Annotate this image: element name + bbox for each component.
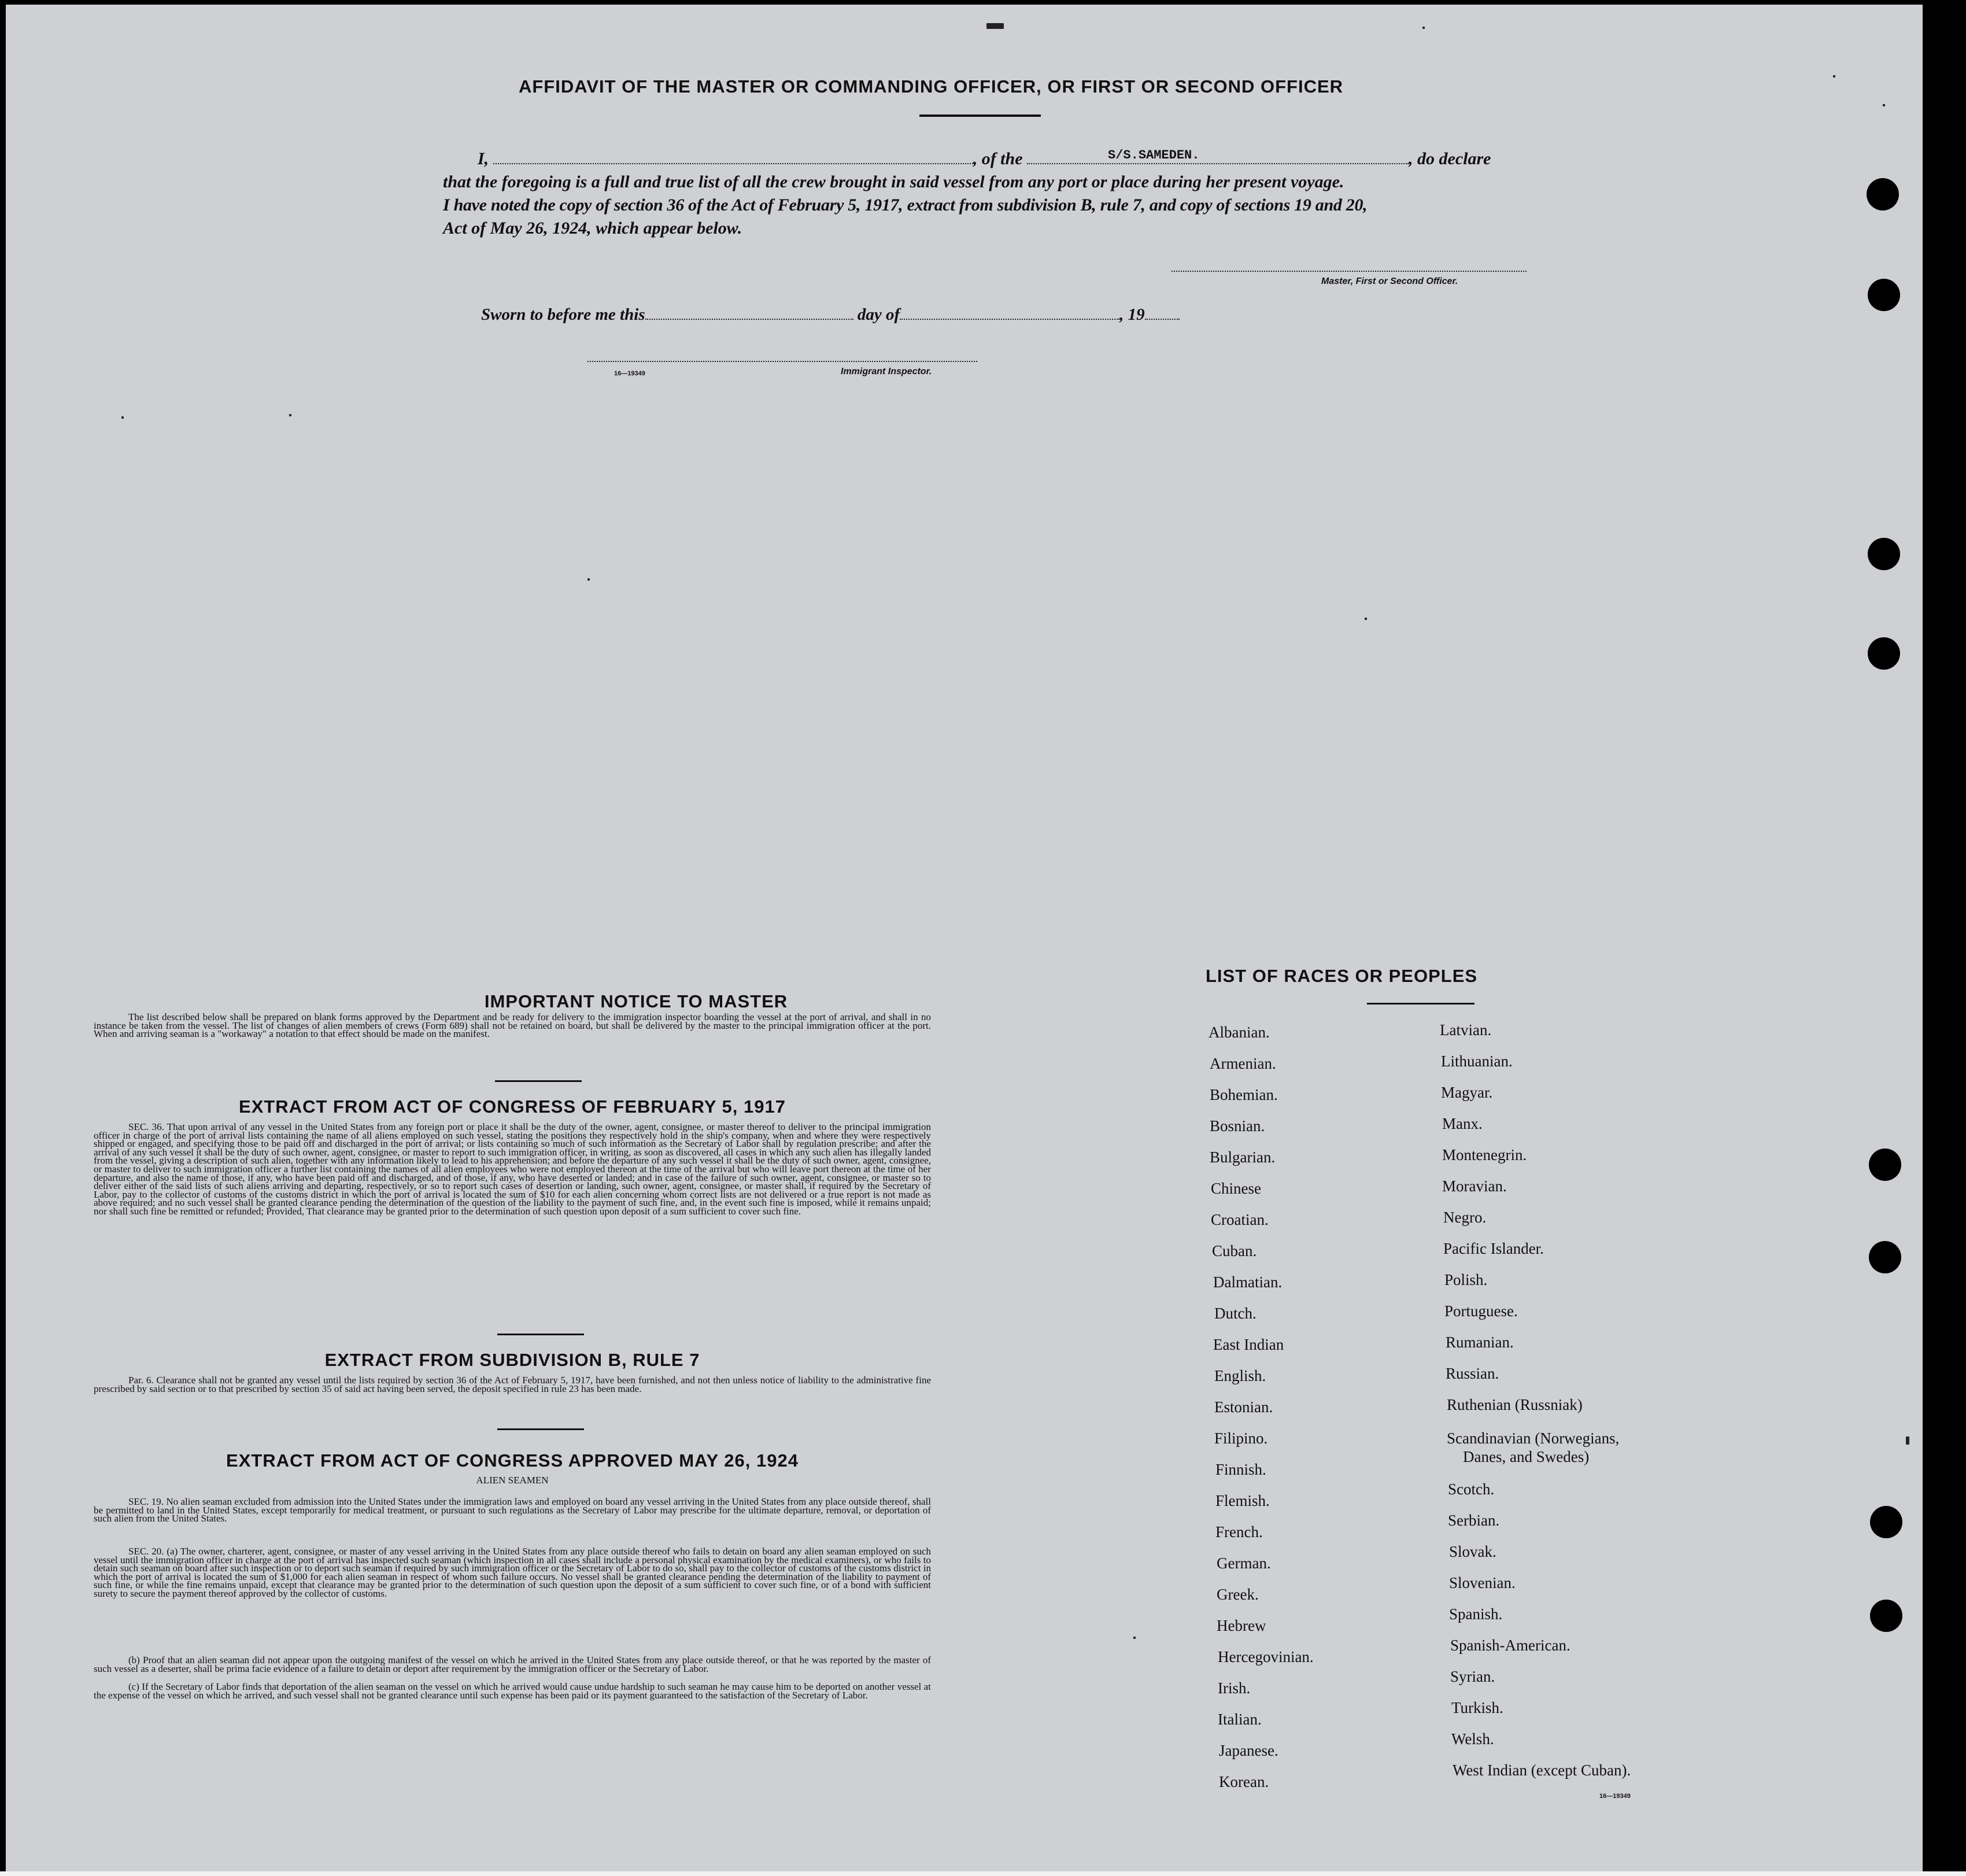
race-item: East Indian — [1213, 1336, 1284, 1353]
race-item: Slovenian. — [1449, 1574, 1516, 1591]
master-name-blank[interactable] — [493, 150, 973, 164]
affidavit-line-1 — [478, 149, 1491, 169]
extract-1924-sec19: SEC. 19. No alien seaman excluded from admission into the United States under the immigration laws and employed on board any vessel arriving in the United States from any place outside thereof, shall be permitted to land in the United States, except temporarily for medical treatment, or pursuant to such regulations as the Secretary of Labor may prescribe for the ultimate departure, removal, or deportation of such alien from the United States. — [94, 1496, 931, 1524]
sworn-day-blank[interactable] — [645, 306, 853, 320]
scan-speck — [1883, 104, 1885, 106]
inspector-caption: Immigrant Inspector. — [841, 367, 932, 376]
signature-caption: Master, First or Second Officer. — [1321, 276, 1458, 286]
binder-hole — [1868, 637, 1900, 670]
race-item: Scotch. — [1448, 1480, 1495, 1498]
binder-hole — [1868, 279, 1900, 311]
race-item: Hebrew — [1217, 1617, 1266, 1634]
race-item: Chinese — [1211, 1180, 1261, 1197]
race-item: Spanish. — [1449, 1605, 1503, 1623]
title-rule — [919, 115, 1041, 117]
race-item: Spanish-American. — [1450, 1637, 1570, 1654]
extract-1924-sec20a: SEC. 20. (a) The owner, charterer, agent, consignee, or master of any vessel arriving in the United States from any place outside thereof who fails to detain on board any alien seaman employed on such vessel until the immigration officer in charge at the port of arrival has inspected such seaman (which inspection in all cases shall include a personal physical examination by the medical examiners), or who fails to detain such seaman on board after such inspection or to deport such seaman if required by such immigration officer or the Secretary of Labor to do so, shall pay to the collector of customs of the customs district in which the port of arrival is located the sum of $1,000 for each alien seaman in respect of whom such failure occurs. No vessel shall be granted clearance pending the determination of the liability to payment of such fine, or while the fine remains unpaid, except that clearance may be granted prior to the determination of such question upon the deposit of a sum sufficient to cover such fine, or of a bond with sufficient surety to secure the payment thereof approved by the collector of customs. — [94, 1546, 931, 1599]
race-item: Polish. — [1444, 1271, 1488, 1288]
race-item: Negro. — [1443, 1209, 1487, 1226]
race-item: Dalmatian. — [1213, 1273, 1283, 1291]
affidavit-title: AFFIDAVIT OF THE MASTER OR COMMANDING OFFICER, OR FIRST OR SECOND OFFICER — [518, 76, 1344, 97]
extract-rule7-title: EXTRACT FROM SUBDIVISION B, RULE 7 — [324, 1350, 700, 1370]
race-item: Turkish. — [1451, 1699, 1503, 1716]
race-item: Serbian. — [1448, 1512, 1500, 1529]
sworn-year-blank[interactable] — [1145, 306, 1180, 320]
race-item: Dutch. — [1214, 1305, 1257, 1322]
race-item: Latvian. — [1440, 1021, 1492, 1039]
races-form-number: 16—19349 — [1599, 1793, 1631, 1800]
races-rule — [1367, 1003, 1474, 1005]
notice-title: IMPORTANT NOTICE TO MASTER — [484, 991, 788, 1011]
race-item: Irish. — [1218, 1679, 1251, 1697]
race-item: Armenian. — [1210, 1055, 1276, 1072]
master-signature-line[interactable] — [1172, 271, 1527, 272]
scan-edge — [0, 1871, 1966, 1876]
affidavit-of-the: , of the — [973, 149, 1023, 168]
sworn-day-of: day of — [857, 305, 900, 324]
race-item: West Indian (except Cuban). — [1453, 1761, 1631, 1779]
race-item: Pacific Islander. — [1443, 1240, 1544, 1257]
extract-rule7-rule — [497, 1428, 584, 1430]
binder-hole — [1869, 1241, 1901, 1273]
binder-hole — [1870, 1600, 1902, 1632]
race-item: Japanese. — [1219, 1742, 1278, 1759]
race-item: Korean. — [1219, 1773, 1269, 1790]
notice-rule — [495, 1080, 582, 1082]
race-item: Albanian. — [1209, 1024, 1270, 1041]
race-item: Filipino. — [1214, 1430, 1268, 1447]
extract-1917-title: EXTRACT FROM ACT OF CONGRESS OF FEBRUARY 5, 1917 — [239, 1096, 786, 1117]
vessel-name-blank[interactable] — [1027, 150, 1409, 164]
race-item: Italian. — [1218, 1711, 1262, 1728]
extract-1917-text: SEC. 36. That upon arrival of any vessel in the United States from any foreign port or place it shall be the duty of the owner, agent, consignee, or master thereof to deliver to the principal immigration officer in charge of the port of arrival lists containing the name of all aliens employed on such vessel, stating the positions they respectively hold in the ship's company, when and where they were respectively shipped or engaged, and specifying those to be paid off and discharged in the port of arrival; or lists containing so much of such information as the Secretary of Labor shall by regulation prescribe; and after the arrival of any such vessel it shall be the duty of such owner, agent, consignee, or master to report to such immigration officer, in writing, as soon as discovered, all cases in which any such alien has illegally landed from the vessel, giving a description of such alien, together with any information likely to lead to his apprehension; and before the departure of any such vessel it shall be the duty of such owner, agent, consignee, or master to deliver to such immigration officer a further list containing the names of all alien employees who were not employed thereon at the time of the arrival but who will leave port thereon at the time of her departure, and also the name of those, if any, who have been paid off and discharged, and of those, if any, who have deserted or landed; and in case of the failure of such owner, agent, consignee, or master so to deliver either of the said lists of such aliens arriving and departing, respectively, or so to report such cases of desertion or landing, such owner, agent, consignee, or master shall, if required by the Secretary of Labor, pay to the collector of customs of the customs district in which the port of arrival is located the sum of $10 for each alien concerning whom correct lists are not delivered or a true report is not made as above required; and no such vessel shall be granted clearance pending the determination of the question of the liability to the payment of such fine, and, in the event such fine is imposed, while it remains unpaid; nor shall such fine be remitted or refunded; Provided, That clearance may be granted prior to the determination of such question upon deposit of a sum sufficient to cover such fine. — [94, 1121, 931, 1217]
affidavit-line-4: Act of May 26, 1924, which appear below. — [443, 219, 742, 238]
race-item: Magyar. — [1441, 1084, 1493, 1101]
race-item: Bohemian. — [1210, 1086, 1278, 1103]
extract-rule7-text: Par. 6. Clearance shall not be granted any vessel until the lists required by section 36 of the Act of February 5, 1917, have been furnished, and not then unless notice of liability to the administrative fine prescribed by said section or to that prescribed by section 35 of said act having been served, the deposit specified in rule 23 has been made. — [94, 1375, 931, 1394]
extract-1917-rule — [497, 1334, 584, 1335]
race-item: Danes, and Swedes) — [1463, 1448, 1590, 1465]
sworn-prefix: Sworn to before me this — [481, 305, 645, 324]
race-item: Moravian. — [1442, 1177, 1507, 1195]
race-item: Finnish. — [1215, 1461, 1266, 1478]
race-item: French. — [1215, 1523, 1263, 1541]
scan-speck — [121, 416, 124, 419]
race-item: Bosnian. — [1210, 1117, 1265, 1135]
race-item: Croatian. — [1211, 1211, 1269, 1228]
race-item: Rumanian. — [1446, 1334, 1514, 1351]
binder-hole — [1870, 1506, 1902, 1538]
extract-1924-title: EXTRACT FROM ACT OF CONGRESS APPROVED MAY 26, 1924 — [226, 1450, 799, 1471]
binder-hole — [1867, 178, 1899, 211]
affidavit-line1-prefix: I, — [478, 149, 489, 168]
race-item: Russian. — [1446, 1365, 1499, 1382]
extract-1924-sec20c: (c) If the Secretary of Labor finds that deportation of the alien seaman on the vessel on which he arrived would cause undue hardship to such seaman he may cause him to be deported on another vessel at the expense of the vessel on which he arrived, and such vessel shall not be granted clearance until such expense has been paid or its payment guaranteed to the satisfaction of the Secretary of Labor. — [94, 1681, 931, 1701]
races-title: LIST OF RACES OR PEOPLES — [1205, 966, 1478, 986]
race-item: German. — [1217, 1554, 1271, 1572]
race-item: Montenegrin. — [1442, 1146, 1527, 1164]
scan-speck — [289, 414, 291, 416]
scan-speck — [986, 23, 1004, 29]
scan-speck — [1833, 75, 1835, 77]
scan-speck — [1133, 1637, 1136, 1639]
sworn-line — [481, 305, 1180, 324]
scan-speck — [1365, 618, 1367, 620]
notice-text: The list described below shall be prepared on blank forms approved by the Department and be ready for delivery to the immigration inspector boarding the vessel at the port of arrival, and shall in no instance be taken from the vessel. The list of changes of alien members of crews (Form 689) shall not be retained on board, but shall be delivered by the master to the principal immigration officer at the port. When and arriving seaman is a "workaway" a notation to that effect should be made on the manifest. — [94, 1011, 931, 1040]
race-item: Flemish. — [1215, 1492, 1270, 1509]
binder-hole — [1869, 1149, 1901, 1181]
race-item: Hercegovinian. — [1218, 1648, 1314, 1665]
race-item: English. — [1214, 1367, 1266, 1384]
race-item: Welsh. — [1451, 1730, 1494, 1748]
race-item: Estonian. — [1214, 1398, 1273, 1416]
binder-hole — [1868, 538, 1900, 570]
sworn-month-blank[interactable] — [900, 306, 1119, 320]
vessel-name: S/S.SAMEDEN. — [1108, 148, 1200, 163]
affidavit-line-3: I have noted the copy of section 36 of the Act of February 5, 1917, extract from subdivision B, rule 7, and copy of sections 19 and 20, — [443, 195, 1368, 215]
race-item: Portuguese. — [1444, 1302, 1518, 1320]
race-item: Lithuanian. — [1441, 1053, 1513, 1070]
race-item: Slovak. — [1449, 1543, 1496, 1560]
race-item: Syrian. — [1450, 1668, 1495, 1685]
race-item: Greek. — [1217, 1586, 1259, 1603]
extract-1924-subtitle: ALIEN SEAMEN — [476, 1475, 549, 1486]
affidavit-do-declare: , do declare — [1409, 149, 1491, 168]
affidavit-line-2: that the foregoing is a full and true list of all the crew brought in said vessel from any port or place during her present voyage. — [443, 172, 1344, 191]
extract-1924-sec20b: (b) Proof that an alien seaman did not appear upon the outgoing manifest of the vessel on which he arrived in the United States from any place outside thereof, or that he was reported by the master of such vessel as a deserter, shall be prima facie evidence of a failure to detain or deport after requirement by the immigration officer or the Secretary of Labor. — [94, 1655, 931, 1674]
sworn-year: , 19 — [1119, 305, 1145, 324]
race-item: Ruthenian (Russniak) — [1447, 1396, 1583, 1413]
race-item: Manx. — [1442, 1115, 1483, 1132]
scan-speck — [587, 578, 590, 581]
race-item: Bulgarian. — [1210, 1149, 1276, 1166]
race-item: Scandinavian (Norwegians, — [1447, 1430, 1620, 1447]
inspector-signature-line[interactable] — [587, 361, 977, 362]
form-number: 16—19349 — [614, 370, 645, 377]
scan-speck — [1906, 1436, 1909, 1445]
race-item: Cuban. — [1212, 1242, 1257, 1260]
scan-speck — [1422, 27, 1425, 29]
